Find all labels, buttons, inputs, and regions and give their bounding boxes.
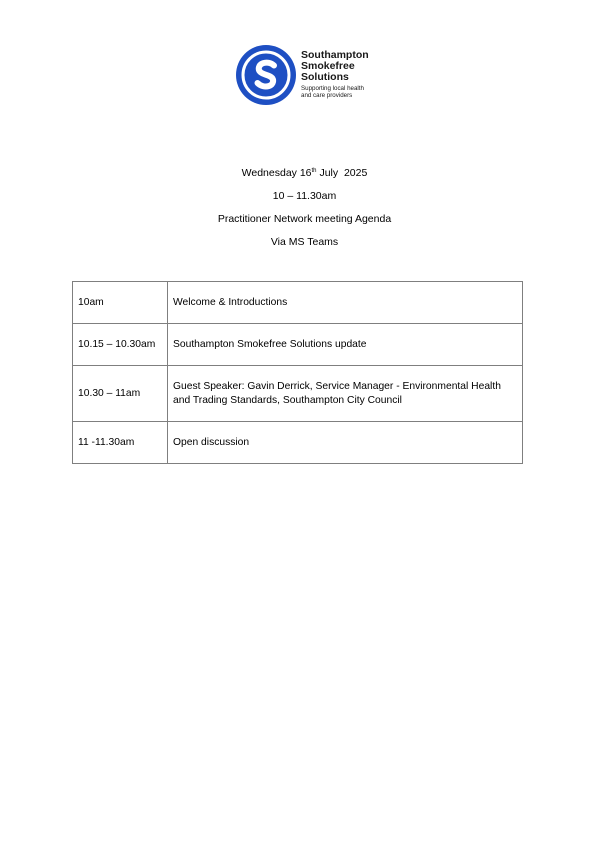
agenda-time: 11 -11.30am xyxy=(73,422,168,464)
meeting-time: 10 – 11.30am xyxy=(272,190,337,202)
logo-tagline-line: and care providers xyxy=(301,92,353,99)
organisation-logo xyxy=(235,44,385,110)
agenda-time: 10.15 – 10.30am xyxy=(73,324,168,366)
agenda-item-line: Guest Speaker: Gavin Derrick, Service Manager - Environmental Health xyxy=(173,380,501,392)
agenda-item: Welcome & Introductions xyxy=(168,282,523,324)
table-row xyxy=(73,324,523,366)
table-row xyxy=(73,422,523,464)
meeting-date xyxy=(0,167,609,180)
agenda-item: Open discussion xyxy=(168,422,523,464)
logo-name-line: Solutions xyxy=(301,71,349,83)
date-month-year: July 2025 xyxy=(316,167,368,179)
agenda-time: 10.30 – 11am xyxy=(73,366,168,422)
table-row xyxy=(73,282,523,324)
date-weekday: Wednesday 16 xyxy=(241,167,312,179)
agenda-item-line: and Trading Standards, Southampton City Council xyxy=(173,394,402,406)
table-row xyxy=(73,366,523,422)
agenda-item: Southampton Smokefree Solutions update xyxy=(168,324,523,366)
s-in-circle-icon xyxy=(235,44,297,106)
logo-wordmark xyxy=(301,50,391,99)
meeting-venue: Via MS Teams xyxy=(270,236,339,248)
agenda-table xyxy=(72,281,523,464)
agenda-item xyxy=(168,366,523,422)
logo-tagline-line: Supporting local health xyxy=(301,85,364,92)
logo-name-line: Smokefree xyxy=(301,60,355,72)
logo-name-line: Southampton xyxy=(301,49,369,61)
date-ordinal-suffix: th xyxy=(311,168,317,174)
meeting-title: Practitioner Network meeting Agenda xyxy=(217,213,392,225)
agenda-time: 10am xyxy=(73,282,168,324)
